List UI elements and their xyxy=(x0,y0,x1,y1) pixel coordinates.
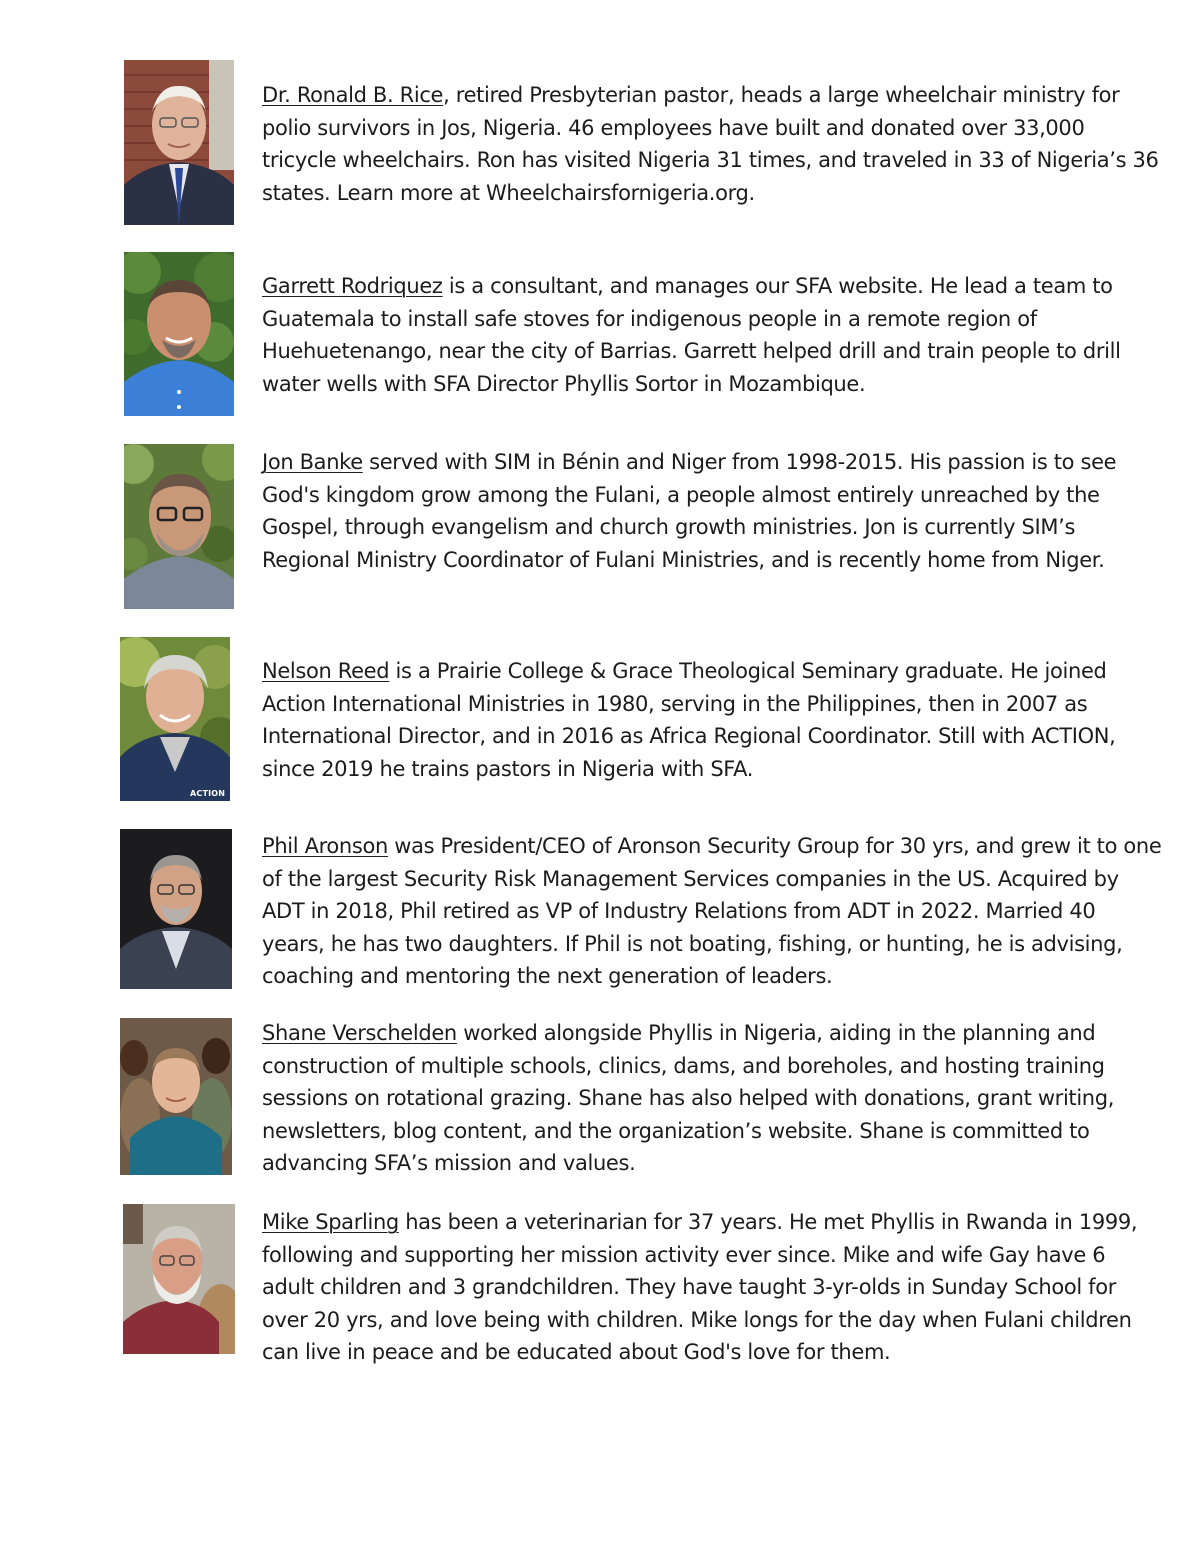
bio-body-shane-verschelden: worked alongside Phyllis in Nigeria, aiding in the planning and construction of multiple schools, clinics, dams, and boreholes, and hosting training sessions on rotational grazing. Shane has also helped with donations, grant writing, newsletters, blog content, and the organization’s website. Shane is committed to advancing SFA’s mission and values. xyxy=(262,1021,1115,1175)
portrait-photo-nelson-reed xyxy=(120,637,230,801)
bio-name-shane-verschelden: Shane Verschelden xyxy=(262,1021,457,1045)
portrait-photo-shane-verschelden xyxy=(120,1018,232,1175)
bio-body-garrett-rodriquez: is a consultant, and manages our SFA website. He lead a team to Guatemala to install safe stoves for indigenous people in a remote region of Huehuetenango, near the city of Barrias. Garrett helped drill and train people to drill water wells with SFA Director Phyllis Sortor in Mozambique. xyxy=(262,274,1121,396)
bio-text-ronald-rice xyxy=(262,79,1162,209)
bio-name-jon-banke: Jon Banke xyxy=(262,450,363,474)
portrait-photo-mike-sparling xyxy=(123,1204,235,1354)
portrait-photo-ronald-rice xyxy=(124,60,234,225)
bio-text-phil-aronson xyxy=(262,830,1162,993)
bio-name-phil-aronson: Phil Aronson xyxy=(262,834,388,858)
bio-text-garrett-rodriquez xyxy=(262,270,1162,400)
bio-text-jon-banke xyxy=(262,446,1162,576)
bio-name-ronald-rice: Dr. Ronald B. Rice xyxy=(262,83,444,107)
photo-badge-action: ACTION xyxy=(190,789,226,798)
bio-body-mike-sparling: has been a veterinarian for 37 years. He met Phyllis in Rwanda in 1999, following and supporting her mission activity ever since. Mike and wife Gay have 6 adult children and 3 grandchildren. They have taught 3-yr-olds in Sunday School for over 20 yrs, and love being with children. Mike longs for the day when Fulani children can live in peace and be educated about God's love for them. xyxy=(262,1210,1138,1364)
bio-name-nelson-reed: Nelson Reed xyxy=(262,659,390,683)
bio-body-ronald-rice: , retired Presbyterian pastor, heads a large wheelchair ministry for polio survivors in Jos, Nigeria. 46 employees have built and donated over 33,000 tricycle wheelchairs. Ron has visited Nigeria 31 times, and traveled in 33 of Nigeria’s 36 states. Learn more at Wheelchairsfornigeria.org. xyxy=(262,83,1159,205)
portrait-photo-jon-banke xyxy=(124,444,234,609)
bio-body-phil-aronson: was President/CEO of Aronson Security Group for 30 yrs, and grew it to one of the largest Security Risk Management Services companies in the US. Acquired by ADT in 2018, Phil retired as VP of Industry Relations from ADT in 2022. Married 40 years, he has two daughters. If Phil is not boating, fishing, or hunting, he is advising, coaching and mentoring the next generation of leaders. xyxy=(262,834,1162,988)
bio-body-nelson-reed: is a Prairie College & Grace Theological Seminary graduate. He joined Action International Ministries in 1980, serving in the Philippines, then in 2007 as International Director, and in 2016 as Africa Regional Coordinator. Still with ACTION, since 2019 he trains pastors in Nigeria with SFA. xyxy=(262,659,1116,781)
portrait-photo-garrett-rodriquez xyxy=(124,252,234,416)
bio-body-jon-banke: served with SIM in Bénin and Niger from 1998-2015. His passion is to see God's kingdom grow among the Fulani, a people almost entirely unreached by the Gospel, through evangelism and church growth ministries. Jon is currently SIM’s Regional Ministry Coordinator of Fulani Ministries, and is recently home from Niger. xyxy=(262,450,1117,572)
portrait-photo-phil-aronson xyxy=(120,829,232,989)
bio-name-garrett-rodriquez: Garrett Rodriquez xyxy=(262,274,443,298)
bio-name-mike-sparling: Mike Sparling xyxy=(262,1210,399,1234)
bio-text-nelson-reed xyxy=(262,655,1162,785)
bio-text-mike-sparling xyxy=(262,1206,1162,1369)
bio-text-shane-verschelden xyxy=(262,1017,1162,1180)
